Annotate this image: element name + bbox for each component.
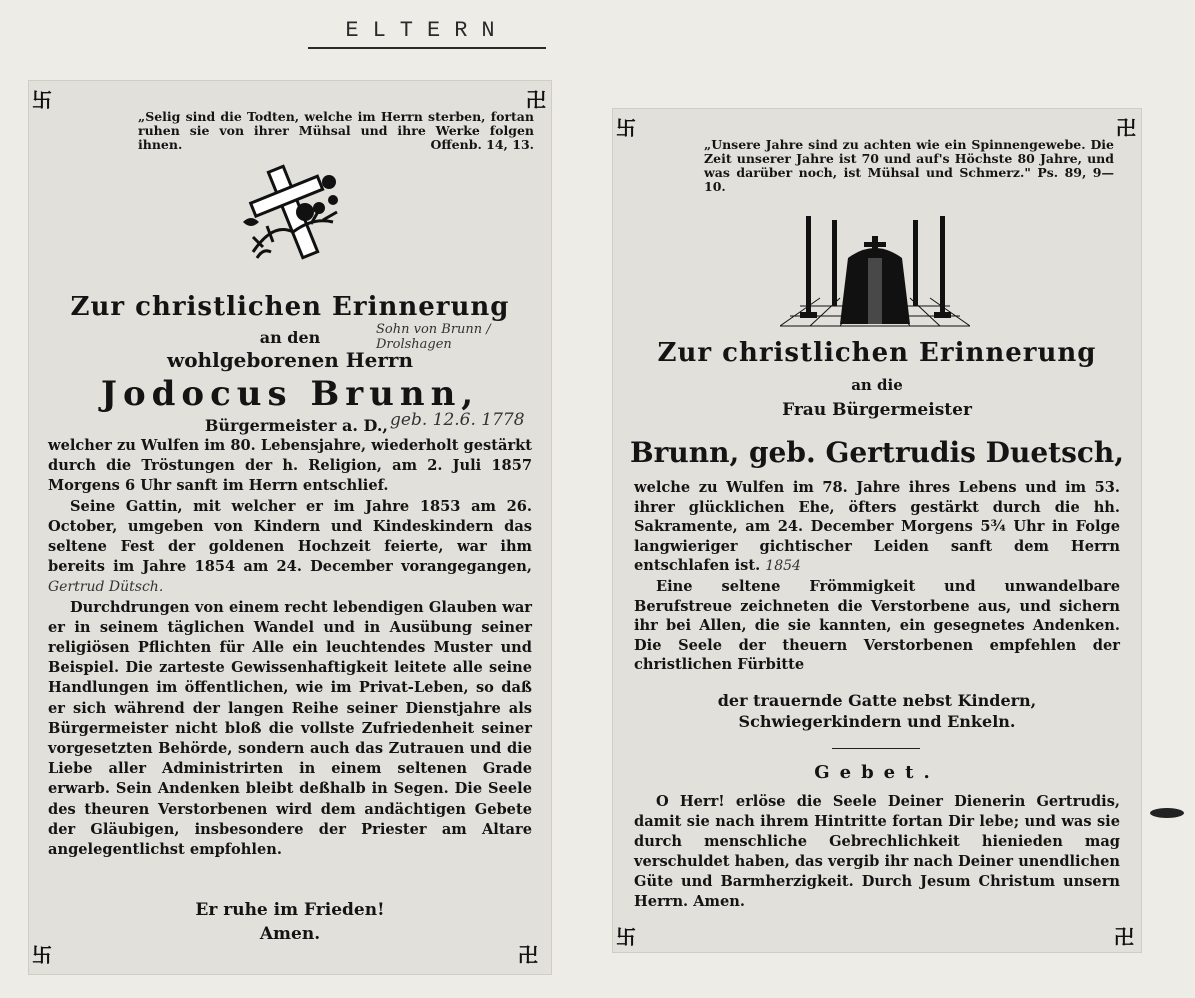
card-title: Zur christlichen Erinnerung xyxy=(657,338,1097,368)
deceased-name: Jodocus Brunn, xyxy=(100,374,480,414)
quote-text: „Unsere Jahre sind zu achten wie ein Spinnengewebe. Die Zeit unserer Jahre ist 70 und auf's Höchste 80 Jahre, und was darüber noch, ist Mühsal und Schmerz." xyxy=(704,137,1114,180)
corner-mark-top-left: 卐 xyxy=(32,88,52,112)
altar-with-candles-icon xyxy=(780,208,970,334)
quote-reference: Offenb. 14, 13. xyxy=(430,137,534,152)
quote-reference: Ps. 89, 9—10. xyxy=(704,165,1115,194)
paragraph-death: welcher zu Wulfen im 80. Lebensjahre, wiederholt gestärkt durch die Tröstungen der h. Religion, am 2. Juli 1857 Morgens 6 Uhr sanft im Herrn entschlief. xyxy=(48,437,532,495)
corner-mark-top-right: 卍 xyxy=(526,88,546,112)
page-header: ELTERN xyxy=(308,18,546,49)
cross-with-flowers-icon xyxy=(233,162,353,262)
corner-mark-bottom-right: 卍 xyxy=(1114,925,1134,949)
prayer-text: O Herr! erlöse die Seele Deiner Dienerin Gertrudis, damit sie nach ihrem Hintritte fortan Dir lebe; und was sie durch menschliche Gebrechlichkeit hienieden mag verschuldet haben, das vergib ihr nach Deiner unendlichen Güte und Barmherzigkeit. Durch Jesum Christum unsern Herrn. Amen. xyxy=(634,793,1120,910)
ink-smudge xyxy=(1150,808,1184,818)
prayer-body xyxy=(634,792,1120,912)
deceased-position: Bürgermeister a. D., xyxy=(204,416,388,435)
quote-text: „Selig sind die Todten, welche im Herrn sterben, fortan ruhen sie von ihrer Mühsal und ihre Werke folgen ihnen. xyxy=(138,109,534,152)
obituary-body-left xyxy=(48,436,532,860)
scripture-quote xyxy=(704,138,1114,194)
paragraph-death-text: welche zu Wulfen im 78. Jahre ihres Lebens und im 53. ihrer glücklichen Ehe, öfters gestärkt durch die hh. Sakramente, am 24. December Morgens 5¾ Uhr in Folge langwieriger gichtischer Leiden sanft dem Herrn entschlafen ist. xyxy=(634,479,1120,575)
corner-mark-bottom-right: 卍 xyxy=(518,943,538,967)
paragraph-character: Eine seltene Frömmigkeit und unwandelbare Berufstreue zeichneten die Verstorbene aus, und sichern ihr bei Allen, die sie kannten, ein gesegnetes Andenken. Die Seele der theuern Verstorbenen empfehlen der christlichen Fürbitte xyxy=(634,577,1120,674)
obituary-body-right xyxy=(634,478,1120,675)
closing-line-1: Er ruhe im Frieden! xyxy=(195,900,385,920)
honorific: Frau Bürgermeister xyxy=(782,400,972,420)
paragraph-death xyxy=(634,478,1120,577)
mourners-line: der trauernde Gatte nebst Kindern, Schwiegerkindern und Enkeln. xyxy=(717,691,1037,731)
memorial-card-left xyxy=(28,80,552,975)
handwritten-year: 1854 xyxy=(765,558,801,575)
handwritten-birth-date: geb. 12.6. 1778 xyxy=(390,410,525,430)
corner-mark-bottom-left: 卐 xyxy=(616,925,636,949)
memorial-card-right xyxy=(612,108,1142,953)
dedication-line: an den xyxy=(259,328,321,347)
honorific: wohlgeborenen Herrn xyxy=(167,348,413,372)
handwritten-note-son-of: Sohn von Brunn / Drolshagen xyxy=(376,322,491,352)
scripture-quote xyxy=(138,110,534,152)
corner-mark-top-left: 卐 xyxy=(616,116,636,140)
deceased-name: Brunn, geb. Gertrudis Duetsch, xyxy=(629,436,1124,469)
paragraph-character: Durchdrungen von einem recht lebendigen Glauben war er in seinem täglichen Wandel und in Ausübung seiner religiösen Pflichten für Alle ein leuchtendes Muster und Beispiel. Die zarteste Gewissenhaftigkeit leitete alle seine Handlungen im öffentlichen, wie im Privat-Leben, so daß er sich während der langen Reihe seiner Dienstjahre als Bürgermeister nicht bloß die vollste Zufriedenheit seiner vorgesetzten Behörde, sondern auch das Zutrauen und die Liebe aller Administrirten in einem seltenen Grade erwarb. Sein Andenken bleibt deßhalb in Segen. Die Seele des theuren Verstorbenen wird dem andächtigen Gebete der Gläubigen, insbesondere der Priester am Altare angelegentlichst empfohlen. xyxy=(48,598,532,859)
paragraph-spouse-text: Seine Gattin, mit welcher er im Jahre 1853 am 26. October, umgeben von Kindern und Kindeskindern das seltene Fest der goldenen Hochzeit feierte, war ihm bereits im Jahre 1854 am 24. December vorangegangen, xyxy=(48,497,532,576)
dedication-line: an die xyxy=(851,376,903,394)
corner-mark-top-right: 卍 xyxy=(1116,116,1136,140)
divider-rule xyxy=(832,748,920,749)
closing-line-2: Amen. xyxy=(259,924,321,944)
corner-mark-bottom-left: 卐 xyxy=(32,943,52,967)
paragraph-spouse xyxy=(48,497,532,598)
card-title: Zur christlichen Erinnerung xyxy=(70,292,510,322)
prayer-title: Gebet. xyxy=(814,762,940,783)
handwritten-spouse-name: Gertrud Dütsch. xyxy=(48,579,164,596)
